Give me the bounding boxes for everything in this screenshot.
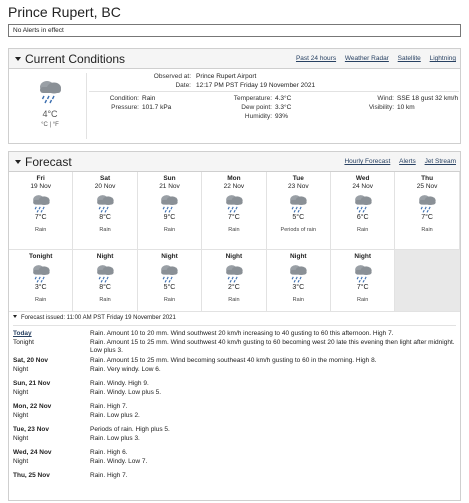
temperature-label: Temperature: [233,95,272,102]
day-temperature: 7°C [228,214,240,221]
forecast-title: Forecast [25,155,72,169]
night-temperature: 3°C [292,284,305,291]
page-title: Prince Rupert, BC [8,4,121,20]
day-name: Tue [292,175,304,182]
night-name: Night [354,253,371,260]
dewpoint-label: Dew point: [241,104,272,111]
night-name: Night [289,253,307,260]
forecast-detail-text: Rain. Windy. Low plus 5. [90,389,162,396]
day-temperature: 6°C [356,214,369,221]
divider [89,91,459,92]
day-date: 19 Nov [30,183,51,190]
current-conditions-title: Current Conditions [25,52,126,66]
rain-cloud-icon [29,262,53,284]
rain-cloud-icon [93,192,117,214]
night-name: Tonight [29,253,53,260]
night-summary: Rain [228,297,240,303]
observation-date: 12:17 PM PST Friday 19 November 2021 [196,82,316,89]
day-temperature: 7°C [421,214,433,221]
rain-cloud-icon [415,192,439,214]
day-date: 20 Nov [94,183,116,190]
forecast-detail-text: Rain. Amount 15 to 25 mm. Wind becoming southeast 40 km/h gusting to 60 in the morning. High 8. [90,357,377,364]
night-name: Night [96,253,114,260]
forecast-day[interactable] [267,172,331,250]
wind-value: SSE 18 gust 32 km/h [397,95,459,102]
day-date: 23 Nov [287,183,309,190]
forecast-detail-text: Periods of rain. High plus 5. [90,426,170,433]
day-name: Thu [421,175,434,182]
forecast-day[interactable] [395,172,459,250]
forecast-detail-text: Rain. High 6. [90,449,128,456]
forecast-night[interactable] [73,250,137,312]
night-summary: Rain [357,297,369,303]
day-name: Mon [227,175,241,182]
pressure-label: Pressure: [111,104,139,111]
link-weather-radar[interactable]: Weather Radar [344,55,389,62]
link-past-24-hours[interactable]: Past 24 hours [295,55,337,62]
day-summary: Periods of rain [280,227,317,233]
rain-cloud-icon [351,192,375,214]
forecast-detail-text: Rain. Windy. Low 7. [90,458,148,465]
observed-station: Prince Rupert Airport [196,73,257,80]
forecast-detail-label: Thu, 25 Nov [13,472,50,479]
day-temperature: 8°C [99,214,111,221]
forecast-detail-text: Rain. Windy. High 9. [90,380,149,387]
day-date: 22 Nov [223,183,245,190]
forecast-detail-text: Rain. High 7. [90,472,128,479]
forecast-detail-label: Tue, 23 Nov [13,426,50,433]
wind-label: Wind: [377,95,394,102]
pressure-value: 101.7 kPa [142,104,172,111]
forecast-night[interactable] [331,250,395,312]
divider [13,325,456,326]
night-temperature: 5°C [163,284,176,291]
forecast-night[interactable] [138,250,202,312]
day-summary: Rain [99,227,111,233]
forecast-toggle[interactable] [15,155,72,169]
day-name: Sat [100,175,111,182]
collapse-triangle-icon [15,160,21,164]
night-name: Night [161,253,178,260]
current-conditions-section [8,48,461,144]
forecast-night[interactable] [267,250,331,312]
night-summary: Rain [292,297,304,303]
rain-cloud-icon [222,192,246,214]
day-summary: Rain [228,227,240,233]
alert-banner[interactable]: No Alerts in effect [8,24,461,37]
condition-label: Condition: [109,95,139,102]
day-summary: Rain [421,227,433,233]
rain-cloud-icon [222,262,246,284]
unit-fahrenheit-button[interactable]: °F [52,122,59,128]
rain-cloud-icon [35,77,65,105]
night-summary: Rain [35,297,47,303]
forecast-night[interactable] [9,250,73,312]
forecast-detail-label: Night [13,435,29,442]
day-date: 25 Nov [416,183,438,190]
forecast-detail-label: Mon, 22 Nov [13,403,52,410]
rain-cloud-icon [93,262,117,284]
night-summary: Rain [99,297,111,303]
date-label: Date: [175,82,191,89]
day-temperature: 9°C [163,214,176,221]
link-satellite[interactable]: Satellite [397,55,421,62]
day-name: Fri [36,175,45,182]
day-summary: Rain [35,227,47,233]
forecast-detail-label: Tonight [13,339,34,346]
forecast-issued-text: Forecast issued: 11:00 AM PST Friday 19 November 2021 [21,315,176,321]
forecast-issued[interactable] [13,315,176,321]
day-temperature: 5°C [292,214,305,221]
night-name: Night [225,253,243,260]
forecast-detail-text: Rain. Amount 10 to 20 mm. Wind southwest 20 km/h increasing to 40 gusting to 60 this afternoon. High 7. [90,330,394,337]
forecast-detail-label: Night [13,389,29,396]
day-name: Sun [163,175,176,182]
forecast-day[interactable] [202,172,266,250]
link-alerts[interactable]: Alerts [399,158,416,165]
forecast-detail-label: Wed, 24 Nov [13,449,52,456]
forecast-detail-label: Night [13,366,29,373]
day-date: 24 Nov [352,183,373,190]
forecast-detail-label: Sun, 21 Nov [13,380,51,387]
rain-cloud-icon [286,192,310,214]
forecast-detail-label: Sat, 20 Nov [13,357,49,364]
night-temperature: 8°C [99,284,111,291]
forecast-night[interactable] [202,250,266,312]
temperature-value: 4.3°C [275,95,292,102]
forecast-detail-text: Rain. High 7. [90,403,128,410]
forecast-section [8,151,461,501]
forecast-details [13,330,458,500]
rain-cloud-icon [157,192,181,214]
link-lightning[interactable]: Lightning [429,55,456,62]
unit-celsius-button[interactable]: °C [41,122,48,128]
day-date: 21 Nov [159,183,180,190]
night-temperature: 7°C [356,284,369,291]
night-temperature: 3°C [34,284,47,291]
rain-cloud-icon [351,262,375,284]
forecast-day[interactable] [73,172,137,250]
dewpoint-value: 3.3°C [275,104,292,111]
forecast-detail-text: Rain. Low plus 3. [90,435,140,442]
forecast-detail-label: Night [13,458,29,465]
forecast-detail-label[interactable]: Today [13,330,32,337]
unit-toggle: °C | °F [41,122,59,128]
forecast-detail-text: Rain. Very windy. Low 6. [90,366,161,373]
day-name: Wed [355,175,370,182]
day-summary: Rain [357,227,369,233]
day-summary: Rain [163,227,176,233]
rain-cloud-icon [29,192,53,214]
link-jet-stream[interactable]: Jet Stream [424,158,456,165]
forecast-detail-text: Rain. Low plus 2. [90,412,140,419]
night-summary: Rain [163,297,176,303]
current-conditions-body [9,69,460,143]
humidity-label: Humidity: [244,113,272,120]
forecast-night-empty [395,250,459,312]
rain-cloud-icon [157,262,181,284]
collapse-triangle-icon [13,315,17,318]
night-temperature: 2°C [228,284,240,291]
current-temperature: 4°C [42,109,58,119]
link-hourly-forecast[interactable]: Hourly Forecast [344,158,391,165]
forecast-day[interactable] [9,172,73,250]
forecast-detail-text: Rain. Amount 15 to 25 mm. Wind southwest 40 km/h gusting to 60 becoming west 20 late this evening then light after midnight. Low plus 3. [90,339,455,355]
day-temperature: 7°C [34,214,47,221]
forecast-day[interactable] [331,172,395,250]
forecast-day[interactable] [138,172,202,250]
current-conditions-header [9,49,460,69]
humidity-value: 93% [275,113,289,120]
observed-label: Observed at: [153,73,191,80]
collapse-triangle-icon [15,57,21,61]
condition-value: Rain [142,95,156,102]
current-conditions-toggle[interactable] [15,52,125,66]
visibility-label: Visibility: [368,104,394,111]
rain-cloud-icon [286,262,310,284]
visibility-value: 10 km [397,104,415,111]
forecast-header [9,152,460,172]
current-weather-panel [13,73,87,139]
forecast-detail-label: Night [13,412,29,419]
